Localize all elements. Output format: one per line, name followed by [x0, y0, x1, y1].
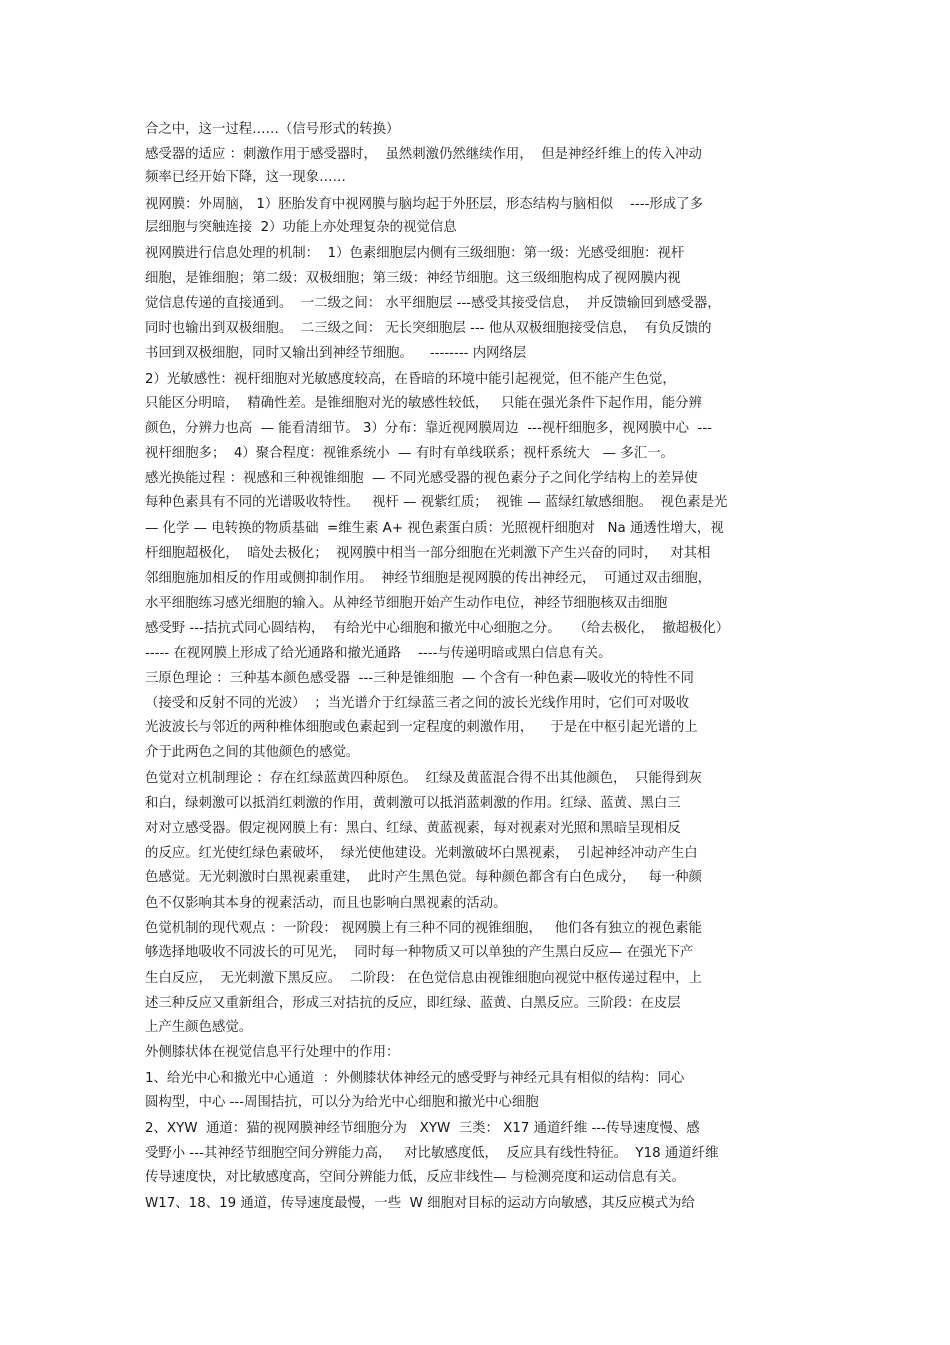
- text-line: 书回到双极细胞，同时又输出到神经节细胞。 -------- 内网络层: [145, 346, 527, 361]
- text-line: （接受和反射不同的光波） ；当光谱介于红绿蓝三者之间的波长光线作用时，它们可对吸收: [145, 696, 690, 711]
- text-line: 色不仅影响其本身的视素活动，而且也影响白黑视素的活动。: [145, 896, 507, 911]
- text-line: 感受野 ---拮抗式同心圆结构， 有给光中心细胞和撤光中心细胞之分。 （给去极化， 撤超极化）: [145, 621, 730, 636]
- text-line: 每种色素具有不同的光谱吸收特性。 视杆 — 视紫红质； 视锥 — 蓝绿红敏感细胞。 视色素是光: [145, 495, 728, 510]
- text-line: 频率已经开始下降，这一现象……: [145, 170, 346, 185]
- text-line: 层细胞与突触连接 2）功能上亦处理复杂的视觉信息: [145, 220, 457, 235]
- text-line: 圆构型，中心 ---周围拮抗，可以分为给光中心细胞和撤光中心细胞: [145, 1095, 539, 1110]
- text-line: 邻细胞施加相反的作用或侧抑制作用。 神经节细胞是视网膜的传出神经元， 可通过双击细胞，: [145, 571, 712, 586]
- text-line: W17、18、19 通道，传导速度最慢，一些 W 细胞对目标的运动方向敏感，其反应模式为给: [145, 1196, 695, 1211]
- text-line: 和白，绿刺激可以抵消红刺激的作用，黄刺激可以抵消蓝刺激的作用。红绿、蓝黄、黑白三: [145, 796, 681, 811]
- text-line: 光波波长与邻近的两种椎体细胞或色素起到一定程度的刺激作用， 于是在中枢引起光谱的上: [145, 720, 698, 735]
- text-line: 视杆细胞多； 4）聚合程度：视锥系统小 — 有时有单线联系；视杆系统大 — 多汇一。: [145, 446, 674, 461]
- text-line: 视网膜进行信息处理的机制： 1）色素细胞层内侧有三级细胞：第一级：光感受细胞：视杆: [145, 246, 685, 261]
- text-line: 2、XYW 通道：猫的视网膜神经节细胞分为 XYW 三类： X17 通道纤维 ---传导速度慢、感: [145, 1121, 700, 1136]
- text-line: 合之中，这一过程……（信号形式的转换）: [145, 122, 400, 137]
- text-line: 色觉机制的现代观点 ：一阶段： 视网膜上有三种不同的视锥细胞， 他们各有独立的视色素能: [145, 921, 702, 936]
- text-line: 细胞，是锥细胞；第二级：双极细胞；第三级：神经节细胞。这三级细胞构成了视网膜内视: [145, 271, 681, 286]
- text-line: 感受器的适应 ：刺激作用于感受器时， 虽然刺激仍然继续作用， 但是神经纤维上的传入冲动: [145, 147, 702, 162]
- text-line: 2）光敏感性：视杆细胞对光敏感度较高，在昏暗的环境中能引起视觉，但不能产生色觉，: [145, 372, 676, 387]
- text-line: 的反应。红光使红绿色素破坏， 绿光使他建设。光刺激破坏白黑视素， 引起神经冲动产生白: [145, 846, 698, 861]
- text-line: 介于此两色之间的其他颜色的感觉。: [145, 745, 360, 760]
- text-line: 1、给光中心和撤光中心通道 ：外侧膝状体神经元的感受野与神经元具有相似的结构：同心: [145, 1071, 685, 1086]
- text-line: 色感觉。无光刺激时白黑视素重建， 此时产生黑色觉。每种颜色都含有白色成分， 每一种颜: [145, 870, 702, 885]
- text-line: — 化学 — 电转换的物质基础 =维生素 A+ 视色素蛋白质：光照视杆细胞对 Na 通透性增大，视: [145, 521, 724, 536]
- text-line: 够选择地吸收不同波长的可见光， 同时每一种物质又可以单独的产生黑白反应— 在强光下产: [145, 945, 694, 960]
- text-line: 对对立感受器。假定视网膜上有：黑白、红绿、黄蓝视素，每对视素对光照和黑暗呈现相反: [145, 821, 681, 836]
- text-line: 只能区分明暗， 精确性差。是锥细胞对光的敏感性较低， 只能在强光条件下起作用，能分辨: [145, 396, 702, 411]
- text-line: 受野小 ---其神经节细胞空间分辨能力高， 对比敏感度低， 反应具有线性特征。 Y18 通道纤维: [145, 1146, 719, 1161]
- text-line: ----- 在视网膜上形成了给光通路和撤光通路 ----与传递明暗或黑白信息有关。: [145, 646, 612, 661]
- text-line: 色觉对立机制理论 ：存在红绿蓝黄四种原色。 红绿及黄蓝混合得不出其他颜色， 只能得到灰: [145, 771, 702, 786]
- text-line: 三原色理论 ：三种基本颜色感受器 ---三种是锥细胞 — 个含有一种色素—吸收光的特性不同: [145, 671, 694, 686]
- text-line: 觉信息传递的直接通到。 一二级之间： 水平细胞层 ---感受其接受信息， 并反馈输回到感受器，: [145, 296, 721, 311]
- text-line: 外侧膝状体在视觉信息平行处理中的作用：: [145, 1045, 400, 1060]
- text-line: 上产生颜色感觉。: [145, 1020, 253, 1035]
- text-line: 同时也输出到双极细胞。 二三级之间： 无长突细胞层 --- 他从双极细胞接受信息， 有负反馈的: [145, 321, 712, 336]
- text-line: 传导速度快，对比敏感度高，空间分辨能力低，反应非线性— 与检测亮度和运动信息有关。: [145, 1170, 685, 1185]
- text-line: 述三种反应又重新组合，形成三对拮抗的反应，即红绿、蓝黄、白黑反应。三阶段：在皮层: [145, 996, 681, 1011]
- text-line: 水平细胞练习感光细胞的输入。从神经节细胞开始产生动作电位，神经节细胞核双击细胞: [145, 596, 668, 611]
- text-line: 视网膜：外周脑， 1）胚胎发育中视网膜与脑均起于外胚层，形态结构与脑相似 ----形成了多: [145, 197, 703, 212]
- text-line: 生白反应， 无光刺激下黑反应。 二阶段： 在色觉信息由视锥细胞向视觉中枢传递过程中，上: [145, 971, 702, 986]
- text-line: 感光换能过程 ：视感和三种视锥细胞 — 不同光感受器的视色素分子之间化学结构上的差异使: [145, 471, 698, 486]
- text-line: 颜色，分辨力也高 — 能看清细节。 3）分布：靠近视网膜周边 ---视杆细胞多，视网膜中心 ---: [145, 421, 713, 436]
- text-line: 杆细胞超极化， 暗处去极化； 视网膜中相当一部分细胞在光刺激下产生兴奋的同时， 对其相: [145, 546, 711, 561]
